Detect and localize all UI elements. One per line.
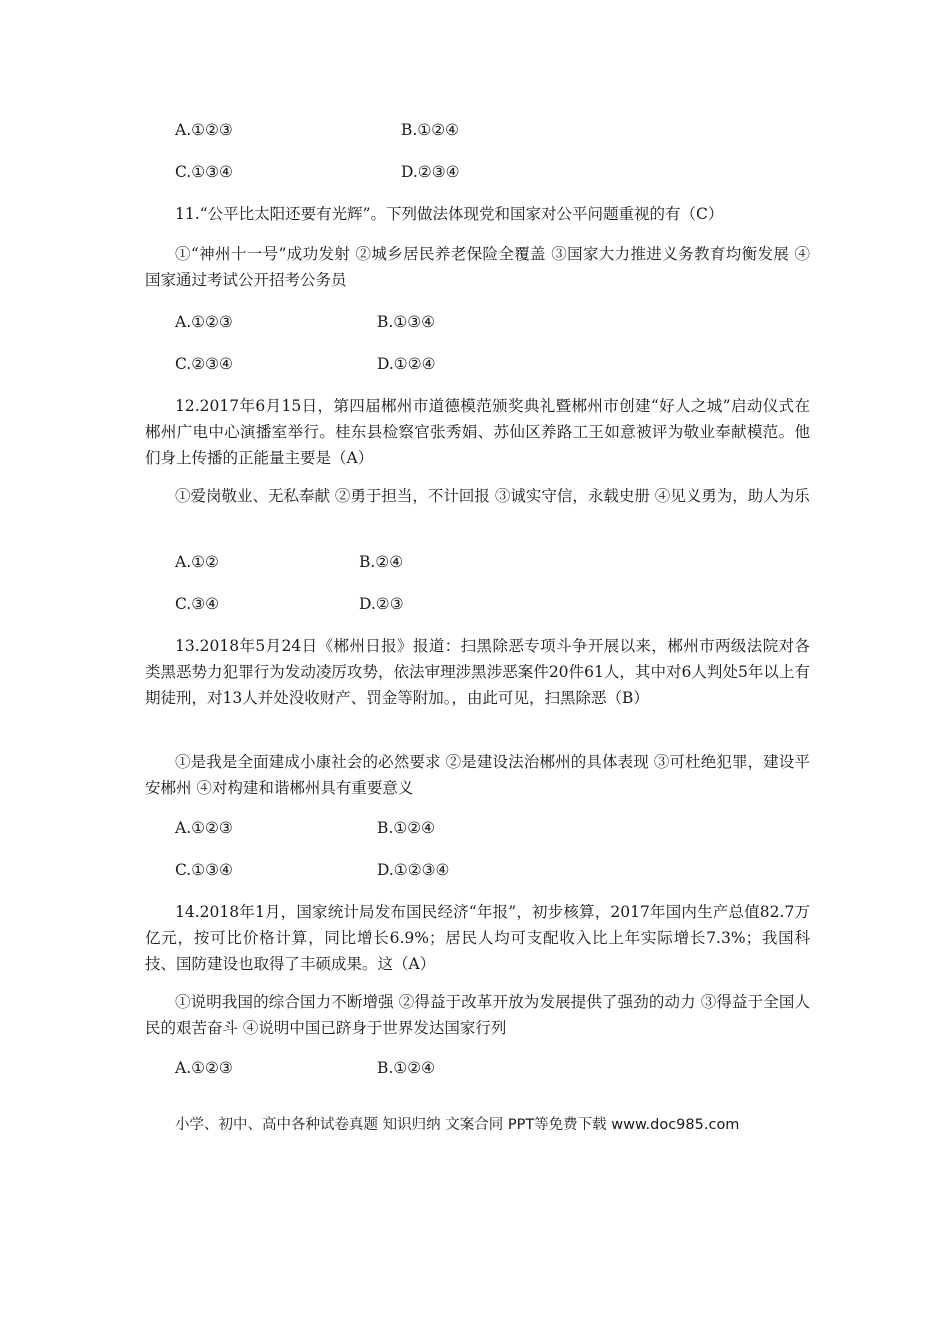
q12-statements: ①爱岗敬业、无私奉献 ②勇于担当，不计回报 ③诚实守信，永载史册 ④见义勇为，助人为乐 (175, 487, 810, 505)
q12-stem: 12.2017年6月15日，第四届郴州市道德模范颁奖典礼暨郴州市创建“好人之城”启动仪式在郴州广电中心演播室举行。桂东县检察官张秀娟、苏仙区养路工王如意被评为敬业奉献模范。他们身上传播的正能量主要是（A） (145, 397, 810, 467)
q11-option-c: C.②③④ (175, 355, 233, 373)
q13-option-c: C.①③④ (175, 861, 233, 879)
q13-option-d: D.①②③④ (377, 861, 450, 879)
q13-stem: 13.2018年5月24日《郴州日报》报道：扫黑除恶专项斗争开展以来，郴州市两级法院对各类黑恶势力犯罪行为发动凌厉攻势，依法审理涉黑涉恶案件20件61人，其中对6人判处5年以上有期徒刑，对13人并处没收财产、罚金等附加。，由此可见，扫黑除恶（B） (145, 637, 810, 707)
q12-option-b: B.②④ (359, 553, 404, 571)
q11-stem: 11.“公平比太阳还要有光辉”。下列做法体现党和国家对公平问题重视的有（C） (175, 205, 724, 223)
q10-option-d: D.②③④ (401, 163, 460, 181)
q11-statements: ①“神州十一号”成功发射 ②城乡居民养老保险全覆盖 ③国家大力推进义务教育均衡发展 ④国家通过考试公开招考公务员 (145, 245, 810, 289)
q10-option-c: C.①③④ (175, 163, 233, 181)
footer-download-note: 小学、初中、高中各种试卷真题 知识归纳 文案合同 PPT等免费下载 www.doc985.com (175, 1117, 740, 1133)
q12-option-d: D.②③ (359, 595, 404, 613)
q10-option-a: A.①②③ (175, 121, 233, 139)
q11-option-b: B.①③④ (377, 313, 436, 331)
q14-option-a: A.①②③ (175, 1059, 233, 1077)
q14-stem: 14.2018年1月，国家统计局发布国民经济“年报”，初步核算，2017年国内生产总值82.7万亿元，按可比价格计算，同比增长6.9%；居民人均可支配收入比上年实际增长7.3%；我国科技、国防建设也取得了丰硕成果。这（A） (145, 903, 810, 973)
q12-option-a: A.①② (175, 553, 219, 571)
q12-option-c: C.③④ (175, 595, 220, 613)
q10-option-b: B.①②④ (401, 121, 460, 139)
q11-option-d: D.①②④ (377, 355, 436, 373)
q14-option-b: B.①②④ (377, 1059, 436, 1077)
q13-option-a: A.①②③ (175, 819, 233, 837)
q13-statements: ①是我是全面建成小康社会的必然要求 ②是建设法治郴州的具体表现 ③可杜绝犯罪，建设平安郴州 ④对构建和谐郴州具有重要意义 (145, 753, 810, 797)
q13-option-b: B.①②④ (377, 819, 436, 837)
q14-statements: ①说明我国的综合国力不断增强 ②得益于改革开放为发展提供了强劲的动力 ③得益于全国人民的艰苦奋斗 ④说明中国已跻身于世界发达国家行列 (145, 993, 810, 1037)
q11-option-a: A.①②③ (175, 313, 233, 331)
